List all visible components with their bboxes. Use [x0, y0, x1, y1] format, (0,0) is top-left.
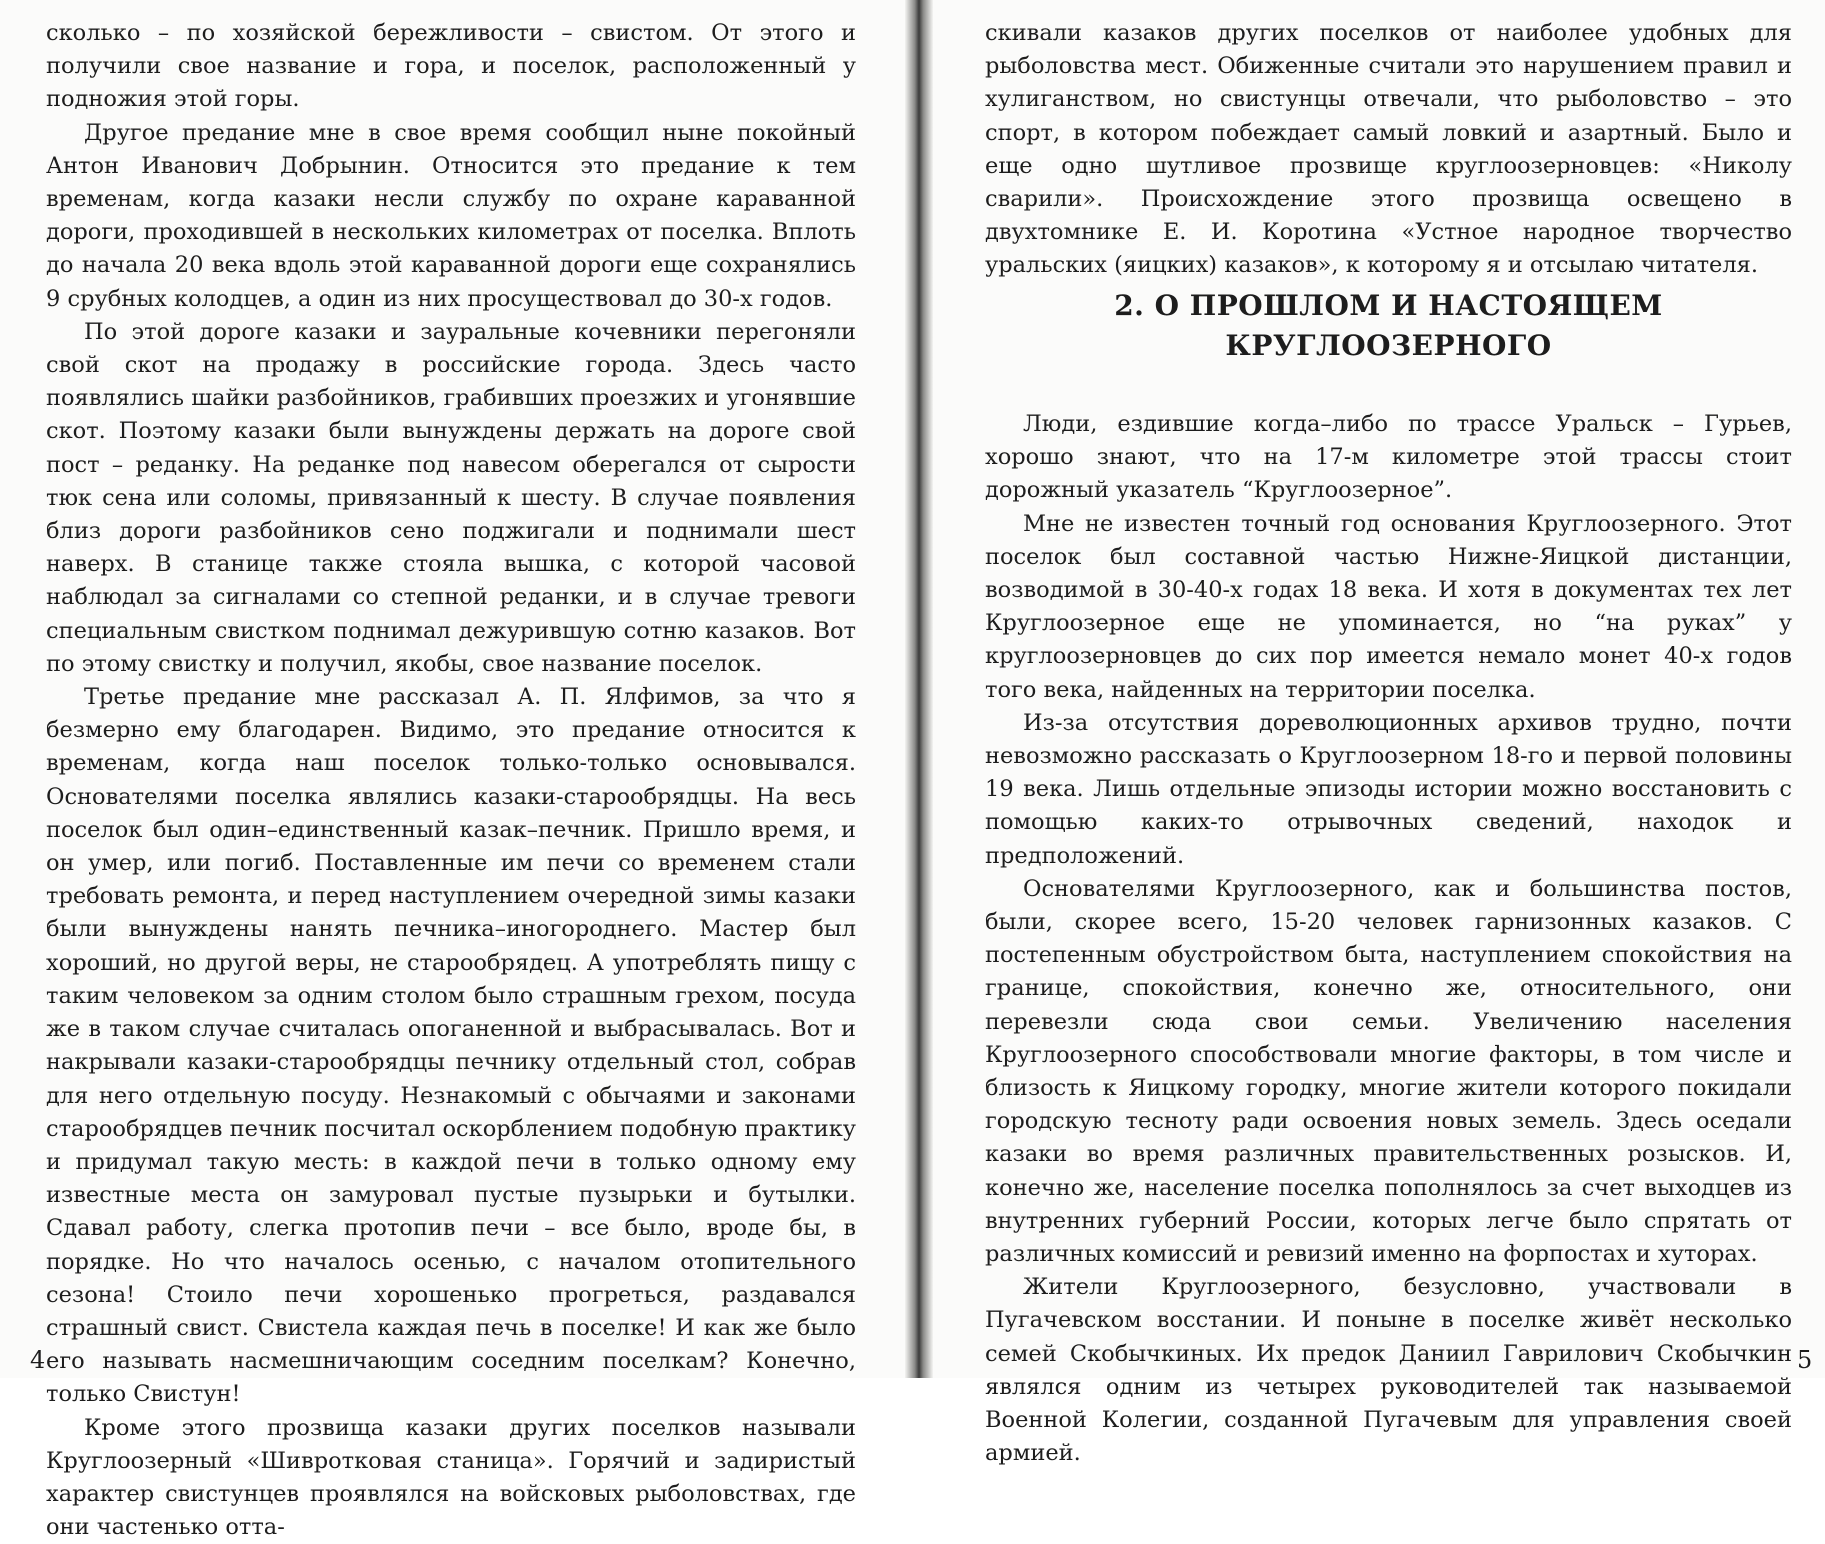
paragraph: Мне не известен точный год основания Круглоозерного. Этот поселок был составной частью Нижне-Яицкой дистанции, возводимой в 30-40-х годах 18 века. И хотя в документах тех лет Круглоозерное еще не упоминается, но “на руках” у круглоозерновцев до сих пор имеется немало монет 40-х годов того века, найденных на территории поселка.	[985, 510, 1792, 703]
paragraph: Кроме этого прозвища казаки других поселков называли Круглоозерный «Шивротковая станица». Горячий и задиристый характер свистунцев проявлялся на войсковых рыболовствах, где они частенько отта-	[46, 1414, 856, 1541]
page-number-right: 5	[1797, 1346, 1813, 1374]
chapter-title	[985, 286, 1792, 366]
right-page-text-body	[985, 408, 1792, 1471]
paragraph-continuation: сколько – по хозяйской бережливости – свистом. От этого и получили свое название и гора, и поселок, расположенный у подножия этой горы.	[46, 20, 856, 113]
paragraph: Из-за отсутствия дореволюционных архивов трудно, почти невозможно рассказать о Круглоозерном 18-го и первой половины 19 века. Лишь отдельные эпизоды истории можно восстановить с помощью каких-то отрывочных сведений, находок и предположений.	[985, 709, 1792, 869]
right-page-text-top	[985, 17, 1792, 283]
chapter-title-line-1: 2. О ПРОШЛОМ И НАСТОЯЩЕМ	[1114, 289, 1663, 322]
chapter-title-line-2: КРУГЛООЗЕРНОГО	[1225, 329, 1552, 362]
paragraph: Основателями Круглоозерного, как и большинства постов, были, скорее всего, 15-20 человек гарнизонных казаков. С постепенным обустройством быта, наступлением спокойствия на границе, спокойствия, конечно же, относительного, они перевезли сюда свои семьи. Увеличению населения Круглоозерного способствовали многие факторы, в том числе и близость к Яицкому городку, многие жители которого покидали городскую тесноту ради освоения новых земель. Здесь оседали казаки во время различных правительственных розысков. И, конечно же, население поселка пополнялось за счет выходцев из внутренних губерний России, которых легче было спрятать от различных комиссий и ревизий именно на форпостах и хуторах.	[985, 875, 1792, 1268]
left-page	[0, 0, 905, 1541]
paragraph: Третье предание мне рассказал А. П. Ялфимов, за что я безмерно ему благодарен. Видимо, это предание относится к временам, когда наш поселок только-только основывался. Основателями поселка являлись казаки-старообрядцы. На весь поселок был один–единственный казак–печник. Пришло время, и он умер, или погиб. Поставленные им печи со временем стали требовать ремонта, и перед наступлением очередной зимы казаки были вынуждены нанять печника–иногороднего. Мастер был хороший, но другой веры, не старообрядец. А употреблять пищу с таким человеком за одним столом было страшным грехом, посуда же в таком случае считалась опоганенной и выбрасывалась. Вот и накрывали казаки-старообрядцы печнику отдельный стол, собрав для него отдельную посуду. Незнакомый с обычаями и законами старообрядцев печник посчитал оскорблением подобную практику и придумал такую месть: в каждой печи в только одному ему известные места он замуровал пустые пузырьки и бутылки. Сдавал работу, слегка протопив печи – все было, вроде бы, в порядке. Но что началось осенью, с началом отопительного сезона! Стоило печи хорошенько прогреться, раздавался страшный свист. Свистела каждая печь в поселке! И как же было его называть насмешничающим соседним поселкам? Конечно, только Свистун!	[46, 684, 856, 1408]
page-number-left: 4	[30, 1346, 46, 1374]
paragraph: Жители Круглоозерного, безусловно, участвовали в Пугачевском восстании. И поныне в поселке живёт несколько семей Скобычкиных. Их предок Даниил Гаврилович Скобычкин являлся одним из четырех руководителей так называемой Военной Колегии, созданной Пугачевым для управления своей армией.	[985, 1274, 1792, 1467]
paragraph: Другое предание мне в свое время сообщил ныне покойный Антон Иванович Добрынин. Относится это предание к тем временам, когда казаки несли службу по охране караванной дороги, проходившей в нескольких километрах от поселка. Вплоть до начала 20 века вдоль этой караванной дороги еще сохранялись 9 срубных колодцев, а один из них просуществовал до 30-х годов.	[46, 119, 856, 312]
paragraph-continuation: скивали казаков других поселков от наиболее удобных для рыболовства мест. Обиженные считали это нарушением правил и хулиганством, но свистунцы отвечали, что рыболовство – это спорт, в котором побеждает самый ловкий и азартный. Было и еще одно шутливое прозвище круглоозерновцев: «Николу сварили». Происхождение этого прозвища освещено в двухтомнике Е. И. Коротина «Устное народное творчество уральских (яицких) казаков», к которому я и отсылаю читателя.	[985, 20, 1792, 279]
right-page	[933, 0, 1825, 1467]
paragraph: По этой дороге казаки и зауральные кочевники перегоняли свой скот на продажу в российские города. Здесь часто появлялись шайки разбойников, грабивших проезжих и угонявшие скот. Поэтому казаки были вынуждены держать на дороге свой пост – реданку. На реданке под навесом оберегался от сырости тюк сена или соломы, привязанный к шесту. В случае появления близ дороги разбойников сено поджигали и поднимали шест наверх. В станице также стояла вышка, с которой часовой наблюдал за сигналами со степной реданки, и в случае тревоги специальным свистком поднимал дежурившую сотню казаков. Вот по этому свистку и получил, якобы, свое название поселок.	[46, 318, 856, 677]
book-gutter	[905, 0, 933, 1378]
paragraph: Люди, ездившие когда–либо по трассе Уральск – Гурьев, хорошо знают, что на 17-м километре этой трассы стоит дорожный указатель “Круглоозерное”.	[985, 411, 1792, 504]
left-page-text	[46, 17, 856, 1544]
